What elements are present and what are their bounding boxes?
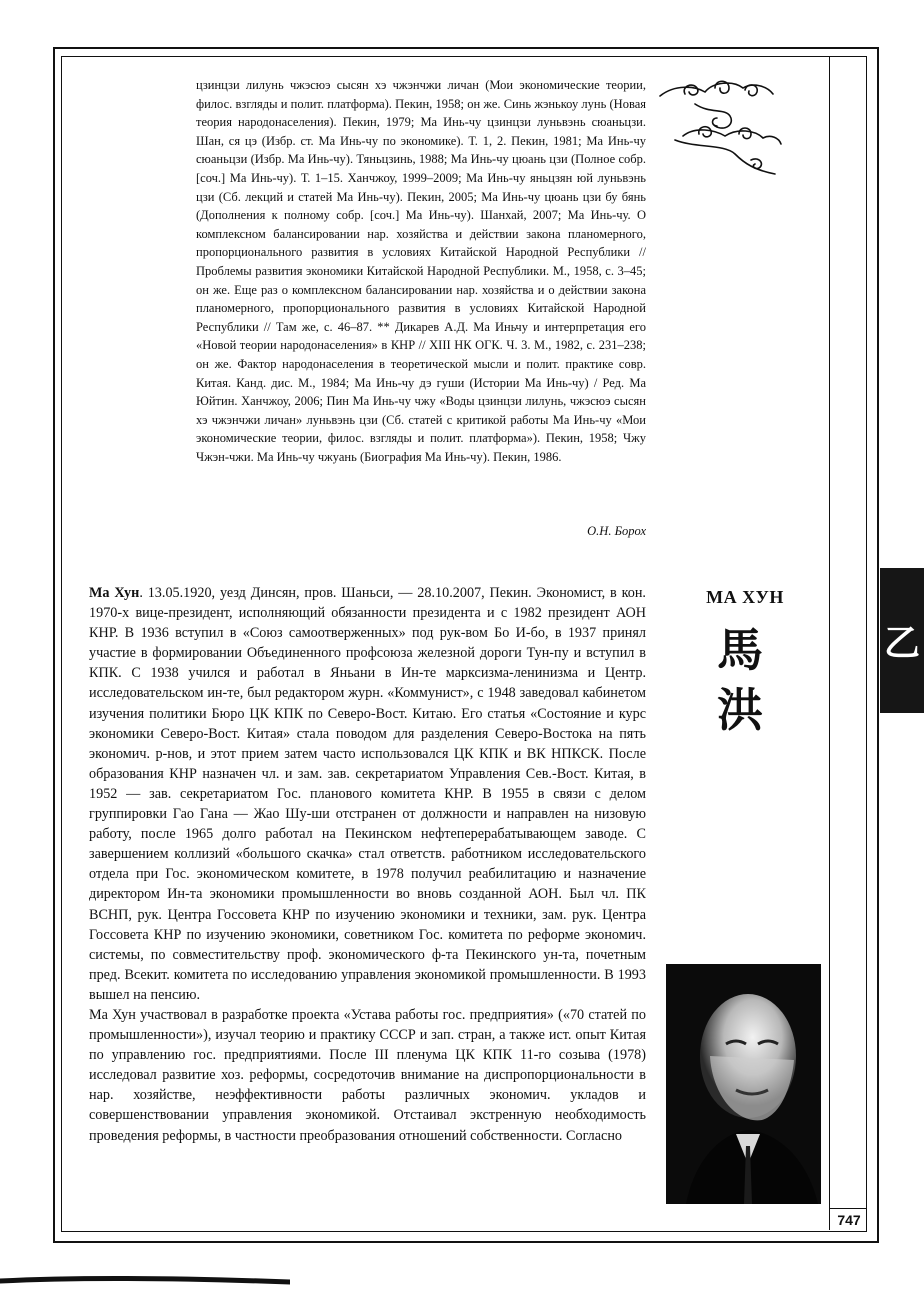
entry-name-russian: МА ХУН (706, 587, 784, 607)
cloud-ornament-icon (655, 74, 785, 184)
article-paragraph-1 (89, 583, 646, 1005)
article-paragraph-2: Ма Хун участвовал в разработке проекта «Устава работы гос. предприятия» («70 статей по промышленности»), изучал теорию и практику СССР и зап. стран, а также ист. опыт Китая по управлению гос. предприятиями. После III пленума ЦК КПК 11-го созыва (1978) исследовал развитие хоз. реформы, сосредоточив внимание на диспропорциональности в нар. хозяйстве, неэффективности работы различных экономич. укладов и совершенствовании управления экономикой. Отстаивал экстренную необходимость проведения реформы, в частности преобразования отношений собственности. Согласно (89, 1006, 646, 1144)
page-number-box-rule (829, 1208, 866, 1209)
scan-artifact (0, 1275, 290, 1285)
entry-name-hanzi-1: 馬 (717, 623, 763, 677)
portrait-photo (666, 964, 821, 1204)
margin-rule (829, 56, 830, 1230)
thumb-index-tab (880, 568, 924, 713)
portrait-silhouette-icon (666, 964, 821, 1204)
entry-name-chinese (700, 620, 780, 740)
article-body (89, 583, 646, 1146)
references-author: О.Н. Борох (587, 524, 646, 538)
entry-name-hanzi-2: 洪 (717, 683, 763, 737)
thumb-index-glyph: 乙 (883, 623, 920, 664)
references-block (196, 76, 646, 466)
article-headword: Ма Хун (89, 585, 140, 601)
references-text: цзинцзи лилунь чжэсюэ сысян хэ чжэнчжи личан (Мои экономические теории, филос. взгляды и полит. платформа). Пекин, 1958; он же. Синь жэнькоу лунь (Новая теория народонаселения). Пекин, 1979; Ма Инь-чу цзинцзи луньвэнь сюаньцзи. Шан, ся цэ (Избр. ст. Ма Инь-чу по экономике). Т. 1, 2. Пекин, 1981; Ма Инь-чу сюаньцзи (Избр. Ма Инь-чу). Тяньцзинь, 1988; Ма Инь-чу цюань цзи (Полное собр. [соч.] Ма Инь-чу). Т. 1–15. Ханчжоу, 1999–2009; Ма Инь-чу яньцзян юй луньвэнь цзи (Сб. лекций и статей Ма Инь-чу). Пекин, 2005; Ма Инь-чу цюань цзи бу бянь (Дополнения к полному собр. [соч.] Ма Инь-чу). Шанхай, 2007; Ма Инь-чу. О комплексном балансировании нар. хозяйства и действии закона планомерного, пропорционального развития в условиях Китайской Народной Республики // Проблемы развития экономики Китайской Народной Республики. М., 1958, с. 3–45; он же. Еще раз о комплексном балансировании нар. хозяйства и о действии закона планомерного, пропорционального развития в условиях Китайской Народной Республики // Там же, с. 46–87. ** Дикарев А.Д. Ма Иньчу и интерпретация его «Новой теории народонаселения» в КНР // XIII НК ОГК. Ч. 3. М., 1982, с. 231–238; он же. Фактор народонаселения в теоретической мысли и полит. практике совр. Китая. Канд. дис. М., 1984; Ма Инь-чу дэ гуши (Истории Ма Инь-чу) / Ред. Ма Юйтин. Ханчжоу, 2006; Пин Ма Инь-чу чжу «Воды цзинцзи лилунь, чжэсюэ сысян хэ чжэнчжи личан» луньвэнь цзи (Сб. статей с критикой работы Ма Инь-чу «Мои экономические теории, филос. взгляды и полит. платформа»). Пекин, 1958; Чжу Чжэн-чжи. Ма Инь-чу чжуань (Биография Ма Инь-чу). Пекин, 1986. (196, 78, 646, 464)
page-number: 747 (837, 1212, 861, 1228)
article-paragraph-1-text: . 13.05.1920, уезд Динсян, пров. Шаньси, — 28.10.2007, Пекин. Экономист, в кон. 1970-х вице-президент, исполняющий обязанности президента и с 1982 президент АОН КНР. В 1936 вступил в «Союз самоотверженных» под рук-вом Бо И-бо, в 1937 принял участие в формировании Объединенного профсоюза железной дороги Тун-пу и вступил в КПК. С 1938 учился и работал в Яньани в Ин-те марксизма-ленинизма и Центр. исследовательском ин-те, был редактором журн. «Коммунист», с 1948 заведовал кабинетом изучения политики Бюро ЦК КПК по Северо-Вост. Китаю. Его статья «Состояние и курс экономики Северо-Вост. Китая» стала поводом для разделения Северо-Востока на пять экономич. р-нов, и этот прием затем часто использовался ЦК КПК и ВК НПКСК. После образования КНР назначен чл. и зам. зав. секретариатом Управления Сев.-Вост. Китая, в 1952 — зав. секретариатом Гос. планового комитета КНР. В 1955 в связи с делом группировки Гао Гана — Жао Шу-ши отстранен от должности и направлен на низовую работу, после 1965 долго работал на Пекинском нефтеперерабатывающем заводе. С завершением коллизий «большого скачка» стал ответств. работником исследовательского отдела при Гос. экономическом комитете, в 1978 получил реабилитацию и назначение директором Ин-та экономики промышленности во вновь созданной АОН. Был чл. ПК ВСНП, рук. Центра Госсовета КНР по изучению экономики и техники, зам. рук. Центра Госсовета КНР по изучению экономики, советником Гос. комитета по реформе экономич. системы, по совместительству проф. экономического ф-та Пекинского ун-та, почетным пред. Всекит. комитета по исследованию управления экономикой промышленности. В 1993 вышел на пенсию. (89, 585, 646, 1003)
